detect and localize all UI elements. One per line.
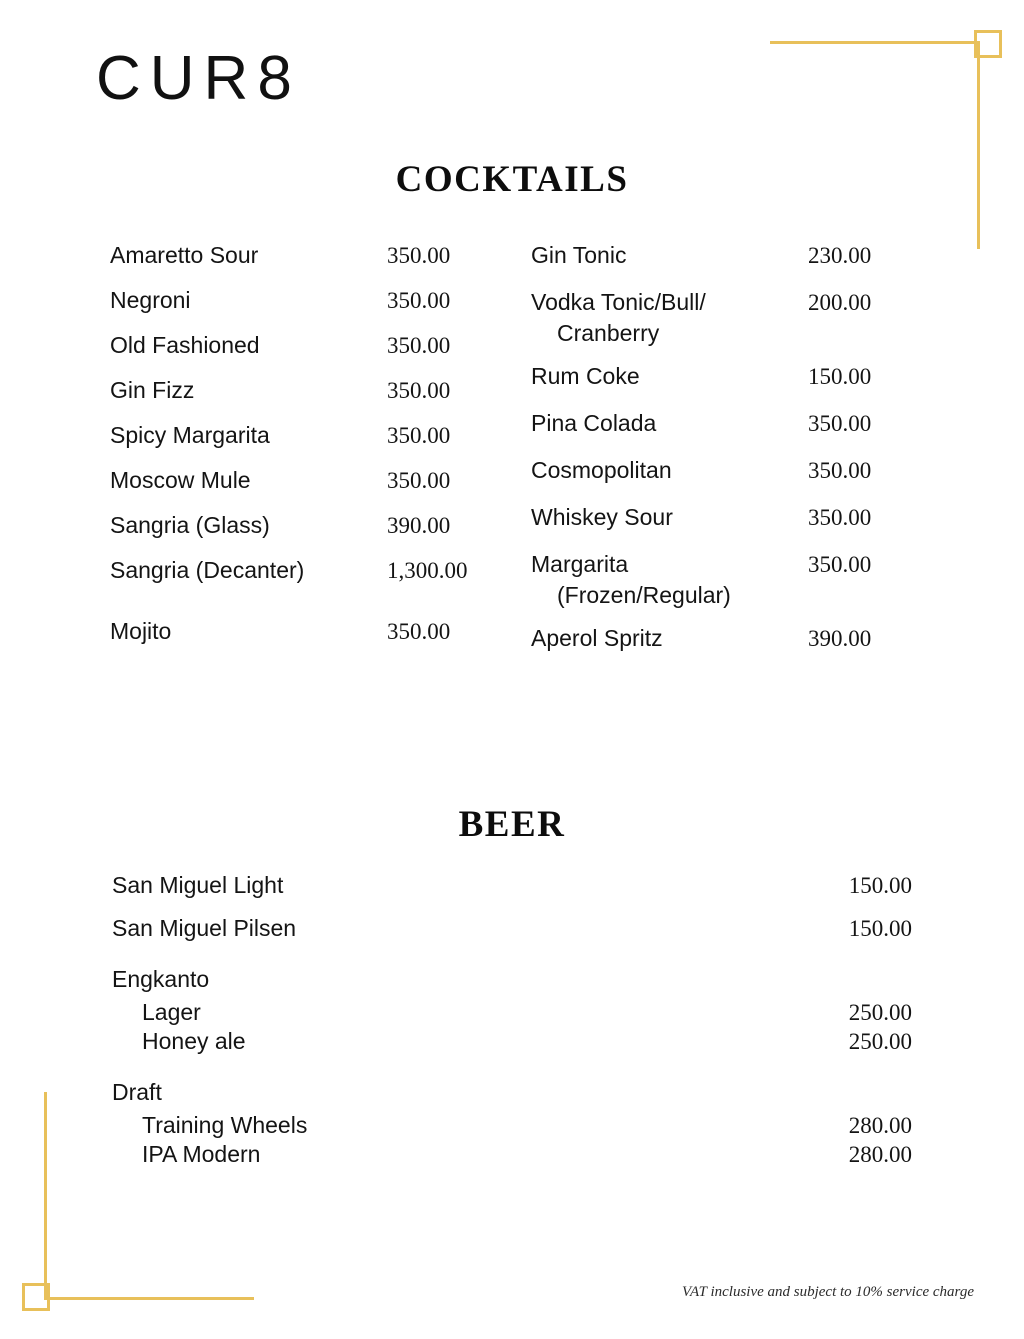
cocktails-column-right bbox=[499, 240, 920, 670]
menu-item-name bbox=[531, 549, 808, 611]
menu-item-name-text: Gin Tonic bbox=[531, 242, 627, 268]
menu-item-name-text: Vodka Tonic/Bull/ bbox=[531, 289, 706, 316]
menu-item bbox=[531, 361, 920, 392]
menu-item-name-text: Aperol Spritz bbox=[531, 625, 663, 652]
menu-item-price: 350.00 bbox=[387, 468, 451, 494]
menu-item bbox=[531, 455, 920, 486]
menu-item-name: Sangria (Glass) bbox=[110, 512, 270, 539]
menu-item-name bbox=[531, 455, 808, 486]
menu-item-name: Training Wheels bbox=[142, 1112, 308, 1138]
menu-item-name bbox=[531, 502, 808, 533]
menu-item-price: 250.00 bbox=[848, 1029, 912, 1054]
menu-item bbox=[531, 287, 920, 349]
menu-item-price: 390.00 bbox=[387, 513, 451, 539]
menu-item bbox=[110, 465, 499, 496]
menu-group bbox=[112, 1079, 912, 1168]
menu-item-name-text: Cosmopolitan bbox=[531, 457, 672, 484]
menu-item-price: 230.00 bbox=[808, 243, 872, 268]
corner-frame-bottom-left-horizontal-rule bbox=[44, 1297, 254, 1300]
menu-item-name-continuation: (Frozen/Regular) bbox=[557, 582, 731, 609]
menu-item-name: Old Fashioned bbox=[110, 332, 260, 359]
menu-item-name bbox=[531, 623, 808, 654]
menu-item-name: San Miguel Light bbox=[112, 872, 284, 898]
menu-item-name: Mojito bbox=[110, 618, 172, 645]
menu-group-title: Engkanto bbox=[112, 966, 210, 992]
menu-item-price: 150.00 bbox=[808, 364, 872, 390]
menu-item bbox=[110, 240, 499, 271]
menu-item bbox=[112, 1141, 912, 1168]
menu-item bbox=[531, 408, 920, 439]
menu-item-name: Honey ale bbox=[142, 1028, 246, 1054]
menu-item-name-text: Rum Coke bbox=[531, 363, 640, 390]
section-title-cocktails: COCKTAILS bbox=[395, 159, 629, 200]
menu-item bbox=[531, 623, 920, 654]
menu-item bbox=[531, 240, 920, 271]
menu-item-price: 350.00 bbox=[808, 411, 872, 437]
menu-item bbox=[112, 872, 912, 899]
corner-frame-top-right-horizontal-rule bbox=[770, 41, 980, 44]
menu-item bbox=[110, 510, 499, 541]
menu-item bbox=[531, 502, 920, 533]
menu-item-price: 350.00 bbox=[387, 288, 451, 314]
menu-item-name bbox=[531, 361, 808, 392]
menu-group-title: Draft bbox=[112, 1079, 162, 1105]
menu-item bbox=[110, 330, 499, 361]
menu-item bbox=[110, 555, 499, 586]
section-title-beer: BEER bbox=[458, 804, 566, 845]
menu-item-name: Negroni bbox=[110, 287, 191, 314]
cocktails-column-left bbox=[110, 240, 499, 670]
menu-item-name: San Miguel Pilsen bbox=[112, 915, 297, 941]
menu-item-name bbox=[531, 287, 808, 349]
footnote: VAT inclusive and subject to 10% service charge bbox=[681, 1284, 974, 1300]
menu-item-name: IPA Modern bbox=[142, 1141, 261, 1167]
menu-item bbox=[112, 999, 912, 1026]
menu-item-name: Gin Fizz bbox=[110, 377, 195, 404]
beer-list bbox=[112, 872, 912, 1176]
menu-item-name: Lager bbox=[142, 999, 201, 1025]
menu-item-name-text: Whiskey Sour bbox=[531, 504, 673, 531]
corner-frame-bottom-left-vertical-rule bbox=[44, 1092, 47, 1297]
menu-item bbox=[112, 1112, 912, 1139]
menu-item-name-continuation: Cranberry bbox=[557, 320, 660, 347]
menu-item-price: 390.00 bbox=[808, 626, 872, 652]
menu-item-price: 200.00 bbox=[808, 290, 872, 316]
menu-item bbox=[110, 285, 499, 316]
menu-item-name: Spicy Margarita bbox=[110, 422, 270, 449]
brand-logo: CUR8 bbox=[96, 44, 301, 113]
menu-item-price: 250.00 bbox=[848, 1000, 912, 1025]
menu-item-name-text: Pina Colada bbox=[531, 410, 657, 437]
menu-item-price: 150.00 bbox=[848, 873, 912, 898]
corner-frame-top-right-vertical-rule bbox=[977, 44, 980, 249]
menu-item-price: 350.00 bbox=[387, 243, 451, 268]
menu-item-price: 280.00 bbox=[848, 1142, 912, 1167]
menu-item bbox=[110, 616, 499, 647]
menu-item-price: 350.00 bbox=[387, 333, 451, 359]
menu-item-price: 150.00 bbox=[848, 916, 912, 941]
menu-item-name: Sangria (Decanter) bbox=[110, 557, 305, 584]
menu-item-name bbox=[531, 408, 808, 439]
menu-item bbox=[110, 420, 499, 451]
menu-item-price: 350.00 bbox=[808, 505, 872, 531]
menu-item-name-text: Margarita bbox=[531, 551, 629, 578]
menu-item-price: 280.00 bbox=[848, 1113, 912, 1138]
menu-item-price: 350.00 bbox=[808, 458, 872, 484]
menu-item bbox=[110, 375, 499, 406]
menu-item bbox=[112, 1028, 912, 1055]
menu-group bbox=[112, 966, 912, 1055]
menu-item-price: 1,300.00 bbox=[387, 558, 468, 584]
menu-item-name: Amaretto Sour bbox=[110, 242, 259, 268]
menu-item-price: 350.00 bbox=[387, 378, 451, 404]
menu-item-name bbox=[531, 240, 808, 271]
menu-item-price: 350.00 bbox=[808, 552, 872, 578]
menu-item-name: Moscow Mule bbox=[110, 467, 251, 494]
menu-item-price: 350.00 bbox=[387, 619, 451, 645]
menu-item-price: 350.00 bbox=[387, 423, 451, 449]
cocktails-list bbox=[110, 240, 920, 670]
menu-item bbox=[112, 915, 912, 942]
menu-item bbox=[531, 549, 920, 611]
